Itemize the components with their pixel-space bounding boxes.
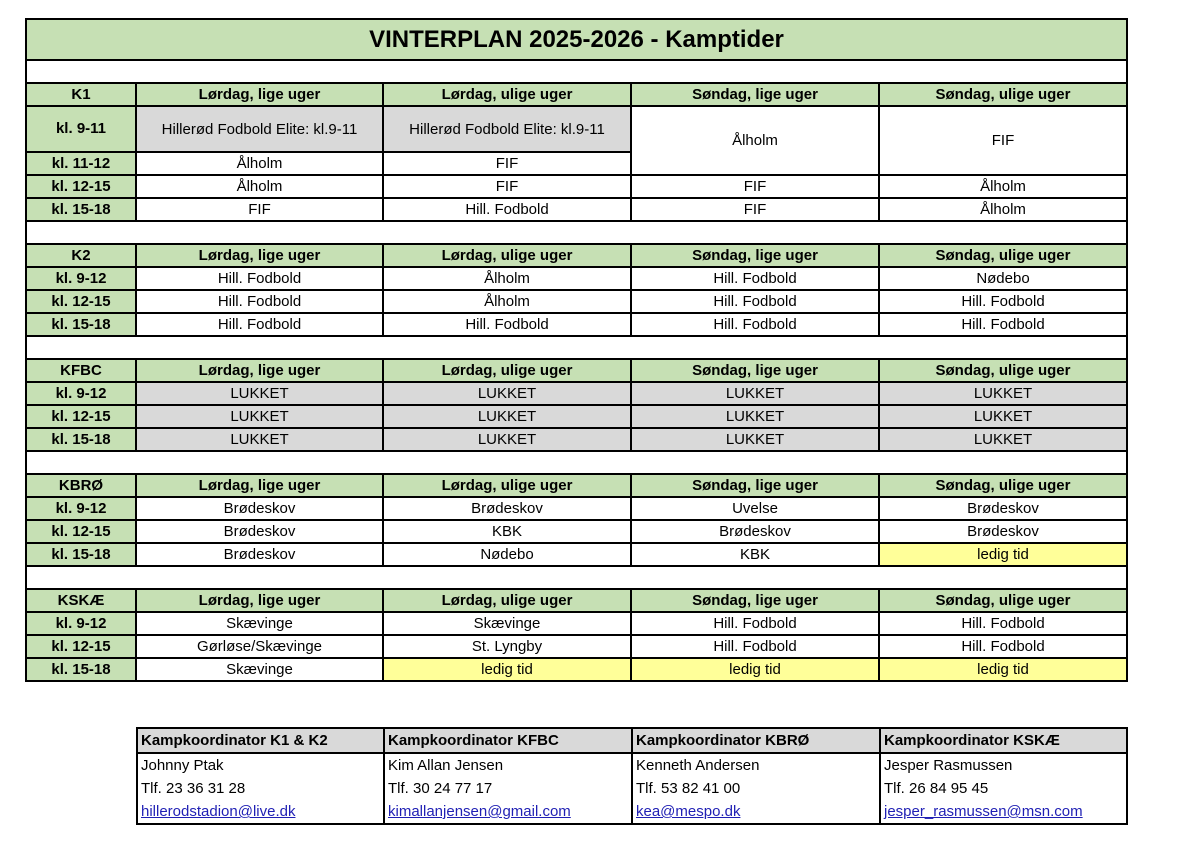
coordinator-email-link[interactable]: jesper_rasmussen@msn.com: [884, 803, 1083, 820]
schedule-cell: Ålholm: [383, 267, 631, 290]
schedule-cell: Brødeskov: [631, 520, 879, 543]
day-header: Lørdag, lige uger: [136, 474, 383, 497]
coordinator-phone: Tlf. 30 24 77 17: [384, 777, 632, 800]
day-header: Søndag, lige uger: [631, 244, 879, 267]
spacer-row: [26, 60, 1127, 83]
day-header: Lørdag, lige uger: [136, 359, 383, 382]
schedule-cell: Skævinge: [136, 612, 383, 635]
day-header: Lørdag, lige uger: [136, 83, 383, 106]
day-header: Søndag, lige uger: [631, 83, 879, 106]
schedule-cell: Hill. Fodbold: [631, 290, 879, 313]
coordinator-name: Johnny Ptak: [137, 753, 384, 777]
schedule-cell: Ålholm: [136, 175, 383, 198]
schedule-cell: Hill. Fodbold: [631, 635, 879, 658]
coordinator-phone: Tlf. 23 36 31 28: [137, 777, 384, 800]
coordinator-heading: Kampkoordinator K1 & K2: [137, 728, 384, 753]
schedule-cell: FIF: [383, 152, 631, 175]
coordinator-email-link[interactable]: kea@mespo.dk: [636, 803, 741, 820]
free-slot-cell: ledig tid: [879, 658, 1127, 681]
contacts-table: [136, 727, 1128, 825]
section-name-kskae: KSKÆ: [26, 589, 136, 612]
schedule-cell: FIF: [879, 106, 1127, 175]
spacer-row: [26, 336, 1127, 359]
day-header: Søndag, lige uger: [631, 359, 879, 382]
elite-cell: Hillerød Fodbold Elite: kl.9-11: [136, 106, 383, 152]
closed-cell: LUKKET: [631, 405, 879, 428]
time-label: kl. 12-15: [26, 635, 136, 658]
schedule-cell: Hill. Fodbold: [631, 313, 879, 336]
page-title: VINTERPLAN 2025-2026 - Kamptider: [26, 19, 1127, 60]
day-header: Lørdag, ulige uger: [383, 474, 631, 497]
schedule-cell: Ålholm: [136, 152, 383, 175]
schedule-cell: Nødebo: [383, 543, 631, 566]
schedule-cell: Hill. Fodbold: [631, 612, 879, 635]
coordinator-heading: Kampkoordinator KBRØ: [632, 728, 880, 753]
schedule-cell: Hill. Fodbold: [631, 267, 879, 290]
closed-cell: LUKKET: [136, 382, 383, 405]
elite-cell: Hillerød Fodbold Elite: kl.9-11: [383, 106, 631, 152]
schedule-cell: KBK: [631, 543, 879, 566]
schedule-cell: Gørløse/Skævinge: [136, 635, 383, 658]
schedule-cell: FIF: [631, 175, 879, 198]
free-slot-cell: ledig tid: [383, 658, 631, 681]
schedule-cell: Brødeskov: [136, 543, 383, 566]
day-header: Søndag, ulige uger: [879, 474, 1127, 497]
time-label: kl. 15-18: [26, 428, 136, 451]
time-label: kl. 9-12: [26, 612, 136, 635]
day-header: Lørdag, ulige uger: [383, 589, 631, 612]
schedule-cell: Hill. Fodbold: [136, 290, 383, 313]
closed-cell: LUKKET: [136, 428, 383, 451]
day-header: Lørdag, lige uger: [136, 589, 383, 612]
schedule-cell: Hill. Fodbold: [879, 612, 1127, 635]
closed-cell: LUKKET: [879, 382, 1127, 405]
time-label: kl. 12-15: [26, 175, 136, 198]
closed-cell: LUKKET: [631, 382, 879, 405]
coordinator-phone: Tlf. 26 84 95 45: [880, 777, 1127, 800]
schedule-cell: FIF: [136, 198, 383, 221]
coordinator-heading: Kampkoordinator KFBC: [384, 728, 632, 753]
closed-cell: LUKKET: [383, 382, 631, 405]
section-name-kfbc: KFBC: [26, 359, 136, 382]
coordinator-name: Kenneth Andersen: [632, 753, 880, 777]
coordinator-heading: Kampkoordinator KSKÆ: [880, 728, 1127, 753]
time-label: kl. 15-18: [26, 658, 136, 681]
schedule-cell: Hill. Fodbold: [383, 198, 631, 221]
coordinator-email-cell: [384, 800, 632, 824]
schedule-cell: Brødeskov: [879, 497, 1127, 520]
coordinator-email-cell: [632, 800, 880, 824]
schedule-cell: Uvelse: [631, 497, 879, 520]
schedule-cell: FIF: [383, 175, 631, 198]
closed-cell: LUKKET: [383, 405, 631, 428]
day-header: Søndag, ulige uger: [879, 359, 1127, 382]
time-label: kl. 11-12: [26, 152, 136, 175]
schedule-cell: Hill. Fodbold: [879, 635, 1127, 658]
free-slot-cell: ledig tid: [879, 543, 1127, 566]
coordinator-email-link[interactable]: hillerodstadion@live.dk: [141, 803, 296, 820]
schedule-cell: Hill. Fodbold: [383, 313, 631, 336]
time-label: kl. 9-12: [26, 382, 136, 405]
day-header: Søndag, ulige uger: [879, 589, 1127, 612]
section-name-k1: K1: [26, 83, 136, 106]
spacer-row: [26, 566, 1127, 589]
closed-cell: LUKKET: [879, 428, 1127, 451]
time-label: kl. 15-18: [26, 543, 136, 566]
schedule-cell: Brødeskov: [136, 497, 383, 520]
time-label: kl. 12-15: [26, 520, 136, 543]
time-label: kl. 9-12: [26, 267, 136, 290]
day-header: Søndag, lige uger: [631, 589, 879, 612]
day-header: Lørdag, ulige uger: [383, 359, 631, 382]
coordinator-email-link[interactable]: kimallanjensen@gmail.com: [388, 803, 571, 820]
schedule-cell: Ålholm: [879, 198, 1127, 221]
closed-cell: LUKKET: [631, 428, 879, 451]
time-label: kl. 12-15: [26, 290, 136, 313]
time-label: kl. 12-15: [26, 405, 136, 428]
day-header: Søndag, lige uger: [631, 474, 879, 497]
day-header: Søndag, ulige uger: [879, 244, 1127, 267]
time-label: kl. 9-12: [26, 497, 136, 520]
schedule-cell: Ålholm: [879, 175, 1127, 198]
section-name-k2: K2: [26, 244, 136, 267]
schedule-cell: Skævinge: [136, 658, 383, 681]
schedule-cell: Brødeskov: [383, 497, 631, 520]
time-label: kl. 9-11: [26, 106, 136, 152]
spacer-row: [26, 451, 1127, 474]
coordinator-email-cell: [880, 800, 1127, 824]
free-slot-cell: ledig tid: [631, 658, 879, 681]
coordinator-name: Jesper Rasmussen: [880, 753, 1127, 777]
schedule-table: [25, 18, 1128, 682]
section-name-kbro: KBRØ: [26, 474, 136, 497]
schedule-cell: Brødeskov: [879, 520, 1127, 543]
day-header: Lørdag, ulige uger: [383, 244, 631, 267]
day-header: Lørdag, ulige uger: [383, 83, 631, 106]
spacer-row: [26, 221, 1127, 244]
closed-cell: LUKKET: [879, 405, 1127, 428]
coordinator-email-cell: [137, 800, 384, 824]
day-header: Lørdag, lige uger: [136, 244, 383, 267]
schedule-cell: Brødeskov: [136, 520, 383, 543]
schedule-cell: KBK: [383, 520, 631, 543]
schedule-cell: Hill. Fodbold: [136, 267, 383, 290]
time-label: kl. 15-18: [26, 198, 136, 221]
day-header: Søndag, ulige uger: [879, 83, 1127, 106]
schedule-cell: Skævinge: [383, 612, 631, 635]
closed-cell: LUKKET: [383, 428, 631, 451]
coordinator-name: Kim Allan Jensen: [384, 753, 632, 777]
time-label: kl. 15-18: [26, 313, 136, 336]
schedule-cell: St. Lyngby: [383, 635, 631, 658]
schedule-cell: Hill. Fodbold: [879, 290, 1127, 313]
schedule-cell: Ålholm: [383, 290, 631, 313]
schedule-cell: Nødebo: [879, 267, 1127, 290]
schedule-cell: FIF: [631, 198, 879, 221]
schedule-cell: Hill. Fodbold: [136, 313, 383, 336]
schedule-cell: Ålholm: [631, 106, 879, 175]
closed-cell: LUKKET: [136, 405, 383, 428]
schedule-cell: Hill. Fodbold: [879, 313, 1127, 336]
coordinator-phone: Tlf. 53 82 41 00: [632, 777, 880, 800]
